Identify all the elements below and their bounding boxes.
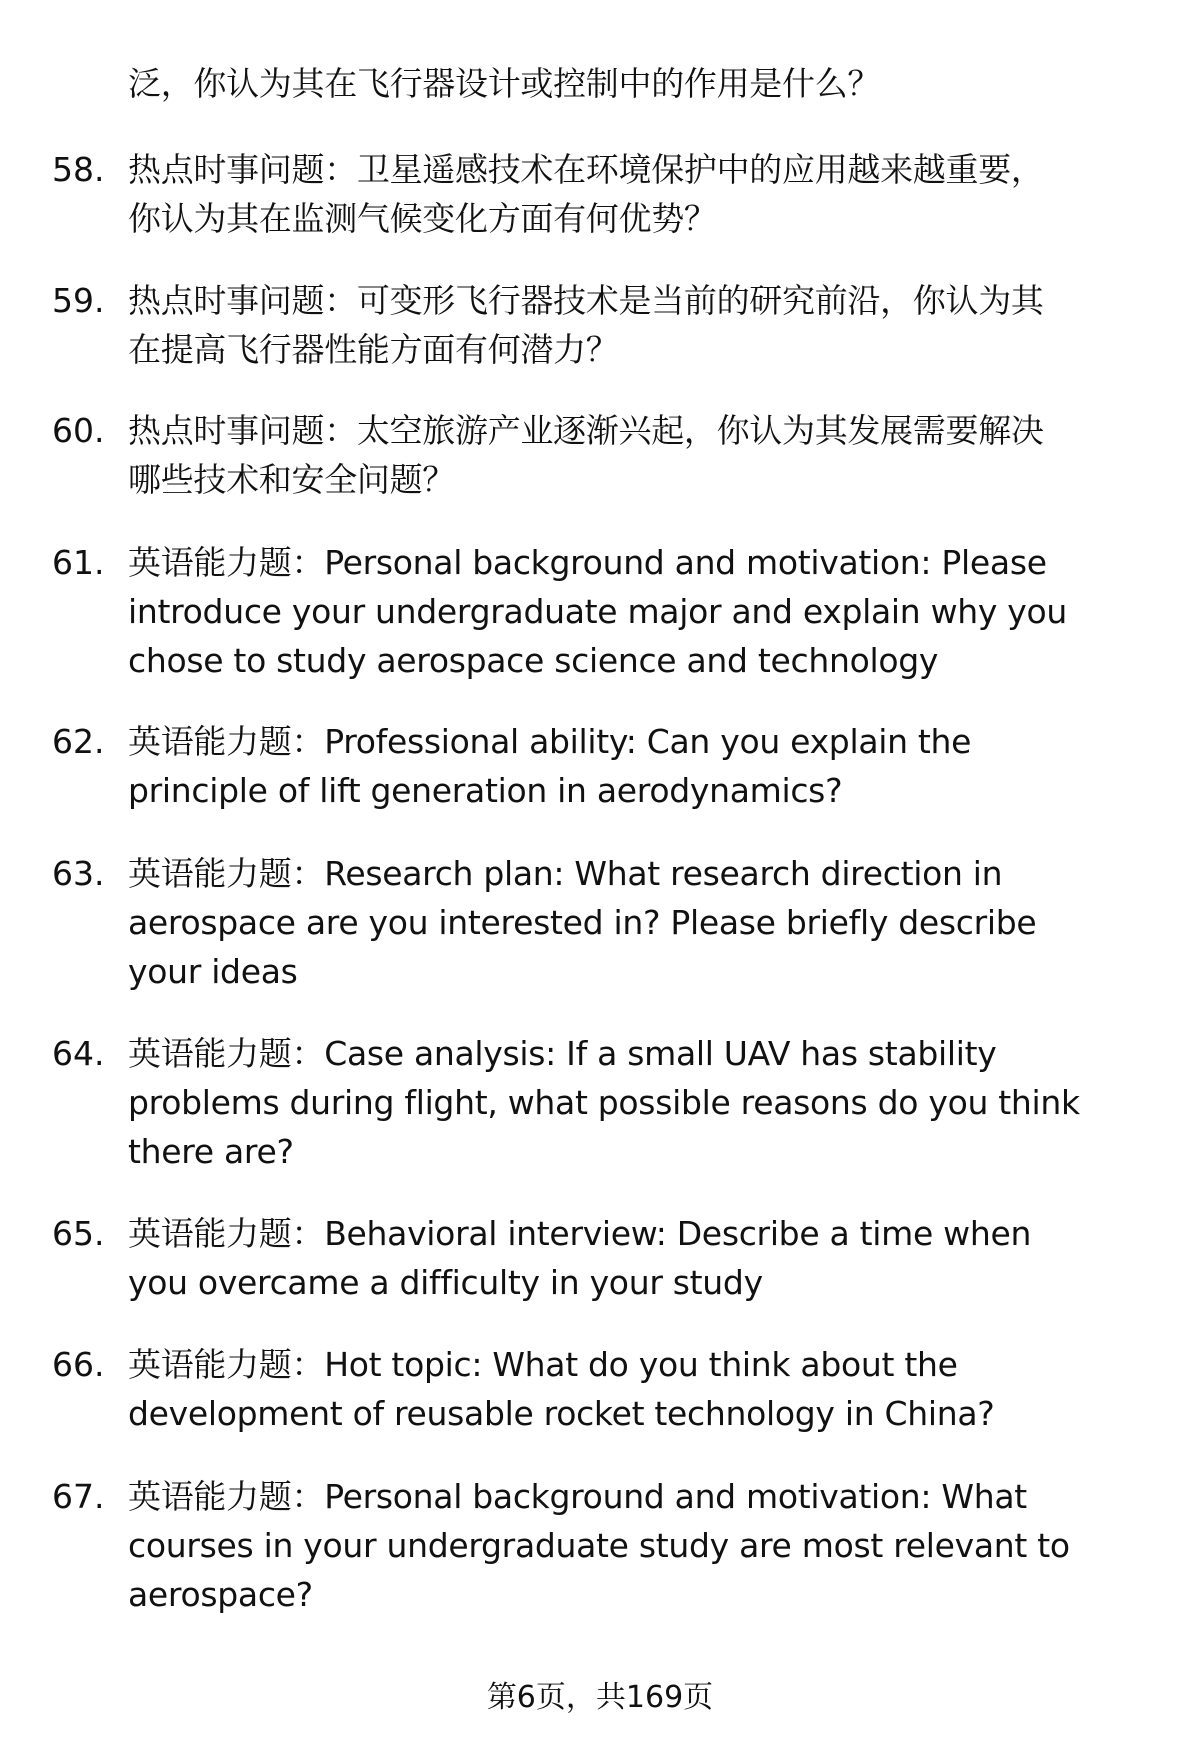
question-number: 61. [52,543,105,582]
question-text-line: chose to study aerospace science and technology [128,641,939,680]
question-number: 64. [52,1034,105,1073]
question-text-line: introduce your undergraduate major and explain why you [128,592,1068,631]
question-text-line: there are? [128,1132,294,1171]
question-text-line: 英语能力题：Case analysis: If a small UAV has stability [128,1034,997,1073]
question-text-line: 英语能力题：Personal background and motivation: Please [128,543,1047,582]
question-text-line: 英语能力题：Hot topic: What do you think about the [128,1345,958,1384]
question-number: 66. [52,1345,105,1384]
question-text-line: 你认为其在监测气候变化方面有何优势？ [128,199,717,238]
question-text-line: 在提高飞行器性能方面有何潜力？ [128,330,619,369]
question-number: 60. [52,411,105,450]
question-number: 67. [52,1477,105,1516]
question-text-line: 英语能力题：Professional ability: Can you explain the [128,722,972,761]
question-text-line: principle of lift generation in aerodynamics? [128,771,843,810]
question-text-line: you overcame a difficulty in your study [128,1263,763,1302]
question-number: 58. [52,150,105,189]
question-text-line: aerospace are you interested in? Please briefly describe [128,903,1037,942]
question-text-line: 英语能力题：Research plan: What research direction in [128,854,1003,893]
question-number: 65. [52,1214,105,1253]
question-text-line: 热点时事问题：太空旅游产业逐渐兴起，你认为其发展需要解决 [128,411,1044,450]
question-text-line: 英语能力题：Behavioral interview: Describe a time when [128,1214,1032,1253]
page-number: 第6页，共169页 [486,1680,714,1715]
question-text-line: 英语能力题：Personal background and motivation: What [128,1477,1027,1516]
question-number: 59. [52,281,105,320]
question-text-line: 哪些技术和安全问题？ [128,460,456,499]
question-number: 63. [52,854,105,893]
question-number: 62. [52,722,105,761]
question-text-line: problems during flight, what possible reasons do you think [128,1083,1080,1122]
question-text-line: aerospace? [128,1575,313,1614]
question-text-line: courses in your undergraduate study are most relevant to [128,1526,1070,1565]
question-text-line: 热点时事问题：卫星遥感技术在环境保护中的应用越来越重要， [128,150,1044,189]
question-text-line: development of reusable rocket technology in China? [128,1394,995,1433]
text-line: 泛，你认为其在飞行器设计或控制中的作用是什么？ [128,64,881,103]
question-text-line: 热点时事问题：可变形飞行器技术是当前的研究前沿，你认为其 [128,281,1044,320]
question-text-line: your ideas [128,952,298,991]
